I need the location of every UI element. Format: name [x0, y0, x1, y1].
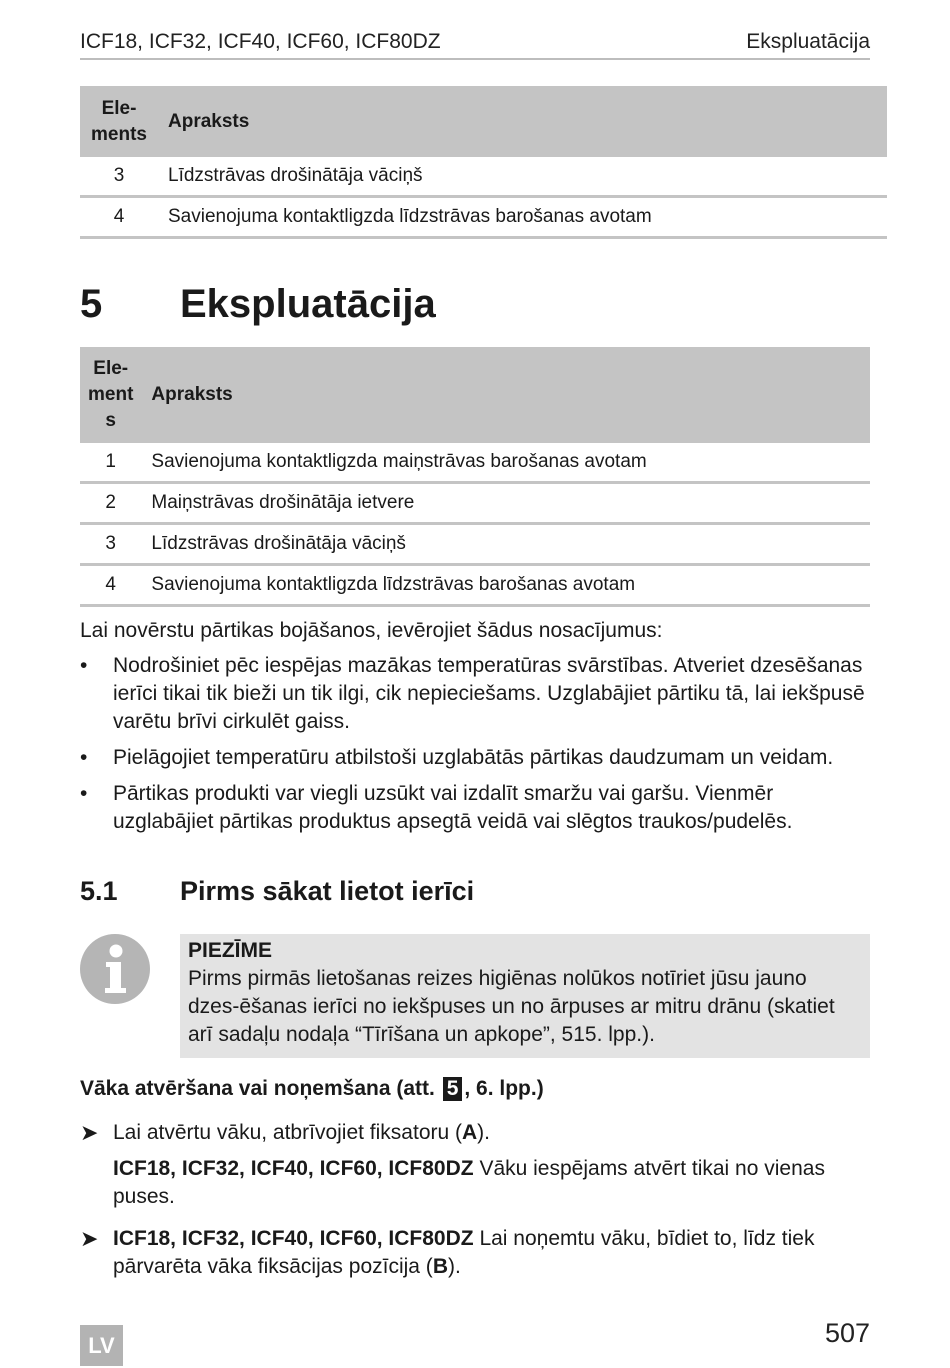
note-text: Pirms pirmās lietošanas reizes higiēnas nolūkos notīriet jūsu jauno dzes-ēšanas ierīci no iekšpuses un no ārpuses ar mitru drānu (skatiet arī sadaļu nodaļa “Tīrīšana un apkope”, 515. lpp.).: [188, 967, 835, 1046]
header-section: Ekspluatācija: [746, 30, 870, 53]
model-list: ICF18, ICF32, ICF40, ICF60, ICF80DZ: [113, 1157, 474, 1180]
list-item: [80, 780, 870, 836]
step-note: [80, 1155, 870, 1211]
column-header-description: Apraksts: [141, 347, 870, 443]
bullet-icon: •: [80, 654, 88, 677]
list-item-text: Nodrošiniet pēc iespējas mazākas temperatūras svārstības. Atveriet dzesēšanas ierīci tikai tik bieži un tik ilgi, cik nepieciešams. Uzglabājiet pārtiku tā, lai iekšpusē varētu brīvi cirkulēt gaiss.: [113, 654, 865, 733]
label-a: A: [462, 1121, 478, 1144]
list-item: [80, 652, 870, 736]
table-row: [80, 443, 870, 483]
info-icon: [80, 934, 150, 1004]
row-number: 3: [80, 157, 158, 197]
header-rule: [80, 58, 870, 60]
table-header-row: [80, 347, 870, 443]
row-description: Savienojuma kontaktligzda līdzstrāvas barošanas avotam: [141, 565, 870, 606]
label-b: B: [432, 1255, 448, 1278]
row-description: Līdzstrāvas drošinātāja vāciņš: [158, 157, 887, 197]
step-note-text: ICF18, ICF32, ICF40, ICF60, ICF80DZ Vāku iespējams atvērt tikai no vienas puses.: [113, 1157, 825, 1208]
table-row: [80, 483, 870, 524]
subsection-title: Pirms sākat lietot ierīci: [180, 876, 475, 906]
row-number: 2: [80, 483, 141, 524]
section-title: Ekspluatācija: [180, 282, 436, 326]
procedure-step: [80, 1119, 870, 1147]
procedure-heading-text: Vāka atvēršana vai noņemšana (att.: [80, 1077, 435, 1100]
row-description: Maiņstrāvas drošinātāja ietvere: [141, 483, 870, 524]
list-item-text: Pielāgojiet temperatūru atbilstoši uzglabātās pārtikas daudzumam un veidam.: [113, 746, 834, 769]
elements-table: [80, 347, 870, 607]
table-row: [80, 565, 870, 606]
table-row: [80, 524, 870, 565]
procedure-heading: [80, 1075, 544, 1103]
list-item: [80, 744, 870, 772]
row-description: Līdzstrāvas drošinātāja vāciņš: [141, 524, 870, 565]
figure-reference-badge: 5: [443, 1077, 463, 1101]
note-heading: PIEZĪME: [188, 939, 273, 962]
bullet-icon: •: [80, 746, 88, 769]
row-number: 4: [80, 197, 158, 238]
model-list: ICF18, ICF32, ICF40, ICF60, ICF80DZ: [113, 1227, 474, 1250]
table-row: [80, 157, 887, 197]
section-number: 5: [80, 282, 103, 326]
procedure-step: [80, 1225, 870, 1281]
table-row: [80, 197, 887, 238]
bullet-icon: •: [80, 782, 88, 805]
conditions-list: [80, 652, 870, 844]
intro-paragraph: Lai novērstu pārtikas bojāšanos, ievērojiet šādus nosacījumus:: [80, 619, 663, 642]
column-header-element: Ele- ment s: [80, 347, 141, 443]
elements-table-continued: [80, 86, 887, 239]
step-arrow-icon: ➤: [80, 1120, 99, 1145]
list-item-text: Pārtikas produkti var viegli uzsūkt vai izdalīt smaržu vai garšu. Vienmēr uzglabājiet pārtikas produktus apsegtā veidā vai slēgtos traukos/pudelēs.: [113, 782, 793, 833]
page-number: 507: [824, 1318, 870, 1348]
procedure-heading-suffix: , 6. lpp.): [464, 1077, 544, 1100]
step-arrow-icon: ➤: [80, 1226, 99, 1251]
note-box: [180, 934, 870, 1058]
row-description: Savienojuma kontaktligzda maiņstrāvas barošanas avotam: [141, 443, 870, 483]
row-number: 1: [80, 443, 141, 483]
language-badge: LV: [80, 1325, 123, 1366]
header-models: ICF18, ICF32, ICF40, ICF60, ICF80DZ: [80, 30, 441, 53]
column-header-description: Apraksts: [158, 86, 887, 157]
step-text: Lai atvērtu vāku, atbrīvojiet fiksatoru (A).: [113, 1121, 490, 1144]
step-text: ICF18, ICF32, ICF40, ICF60, ICF80DZ Lai noņemtu vāku, bīdiet to, līdz tiek pārvarēta vāka fiksācijas pozīcija (B).: [113, 1227, 815, 1278]
row-number: 4: [80, 565, 141, 606]
subsection-number: 5.1: [80, 876, 118, 906]
row-number: 3: [80, 524, 141, 565]
column-header-element: Ele- ments: [80, 86, 158, 157]
table-header-row: [80, 86, 887, 157]
row-description: Savienojuma kontaktligzda līdzstrāvas barošanas avotam: [158, 197, 887, 238]
